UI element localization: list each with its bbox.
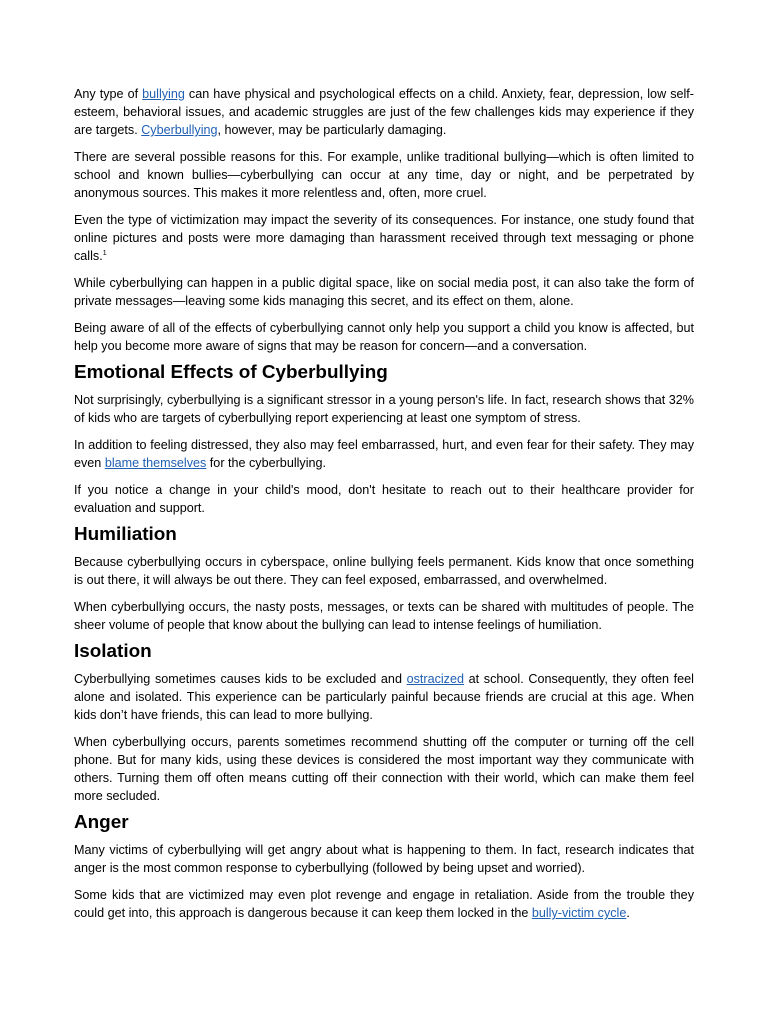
text-run: When cyberbullying occurs, the nasty posts, messages, or texts can be shared with multitudes of people. The sheer volume of people that know about the bullying can lead to intense feelings of humiliation. (74, 600, 694, 632)
document-page (74, 85, 694, 931)
text-run: Even the type of victimization may impact the severity of its consequences. For instance, one study found that online pictures and posts were more damaging than harassment received through text messaging or phone calls. (74, 213, 694, 263)
paragraph (74, 319, 694, 355)
text-run: There are several possible reasons for this. For example, unlike traditional bullying—which is often limited to school and known bullies—cyberbullying can occur at any time, day or night, and be perpetrated by anonymous sources. This makes it more relentless and, often, more cruel. (74, 150, 694, 200)
paragraph (74, 733, 694, 805)
paragraph (74, 886, 694, 922)
paragraph (74, 553, 694, 589)
text-run: Emotional Effects of Cyberbullying (74, 362, 388, 383)
paragraph (74, 598, 694, 634)
paragraph (74, 274, 694, 310)
section-heading (74, 526, 694, 544)
text-run: . (626, 906, 630, 920)
text-run: Cyberbullying sometimes causes kids to be excluded and (74, 672, 407, 686)
text-run: Because cyberbullying occurs in cyberspace, online bullying feels permanent. Kids know that once something is out there, it will always be out there. They can feel exposed, embarrassed, and overwhelmed. (74, 555, 694, 587)
text-run: Any type of (74, 87, 143, 101)
section-heading (74, 643, 694, 661)
text-run: In addition to feeling distressed, they also may feel embarrassed, hurt, and even fear for their safety. They may even (74, 438, 694, 470)
text-run: While cyberbullying can happen in a public digital space, like on social media post, it can also take the form of private messages—leaving some kids managing this secret, and its effect on them, alone. (74, 276, 694, 308)
text-run: Humiliation (74, 524, 177, 545)
text-run: Some kids that are victimized may even plot revenge and engage in retaliation. Aside from the trouble they could get into, this approach is dangerous because it can keep them locked in the (74, 888, 694, 920)
text-run: Anger (74, 812, 129, 833)
link-blame-themselves[interactable]: blame themselves (104, 456, 207, 470)
link-bullying[interactable]: bullying (142, 87, 185, 101)
paragraph (74, 85, 694, 139)
section-heading (74, 814, 694, 832)
paragraph (74, 841, 694, 877)
text-run: When cyberbullying occurs, parents sometimes recommend shutting off the computer or turning off the cell phone. But for many kids, using these devices is considered the most important way they communicate with others. Turning them off often means cutting off their connection with their world, which can make them feel more secluded. (74, 735, 694, 803)
section-heading (74, 364, 694, 382)
link-bully-victim-cycle[interactable]: bully-victim cycle (531, 906, 627, 920)
paragraph (74, 211, 694, 265)
text-run: Isolation (74, 641, 152, 662)
paragraph (74, 436, 694, 472)
text-run: Many victims of cyberbullying will get angry about what is happening to them. In fact, research indicates that anger is the most common response to cyberbullying (followed by being upset and worried). (74, 843, 694, 875)
text-run: for the cyberbullying. (206, 456, 327, 470)
paragraph (74, 148, 694, 202)
text-run: at school. Consequently, they often feel alone and isolated. This experience can be particularly painful because friends are crucial at this age. When kids don’t have friends, this can lead to more bullying. (74, 672, 694, 722)
text-run: If you notice a change in your child's mood, don't hesitate to reach out to their healthcare provider for evaluation and support. (74, 483, 694, 515)
paragraph (74, 481, 694, 517)
text-run: , however, may be particularly damaging. (217, 123, 447, 137)
text-run: Being aware of all of the effects of cyberbullying cannot only help you support a child you know is affected, but help you become more aware of signs that may be reason for concern—and a conversation. (74, 321, 694, 353)
text-run: Not surprisingly, cyberbullying is a significant stressor in a young person's life. In fact, research shows that 32% of kids who are targets of cyberbullying report experiencing at least one symptom of stress. (74, 393, 694, 425)
footnote-marker: 1 (102, 249, 107, 257)
link-ostracized[interactable]: ostracized (406, 672, 464, 686)
text-run: can have physical and psychological effects on a child. Anxiety, fear, depression, low self-esteem, behavioral issues, and academic struggles are just of the few challenges kids may experience if they are targets. (74, 87, 694, 137)
paragraph (74, 391, 694, 427)
paragraph (74, 670, 694, 724)
link-cyberbullying[interactable]: Cyberbullying (141, 123, 218, 137)
